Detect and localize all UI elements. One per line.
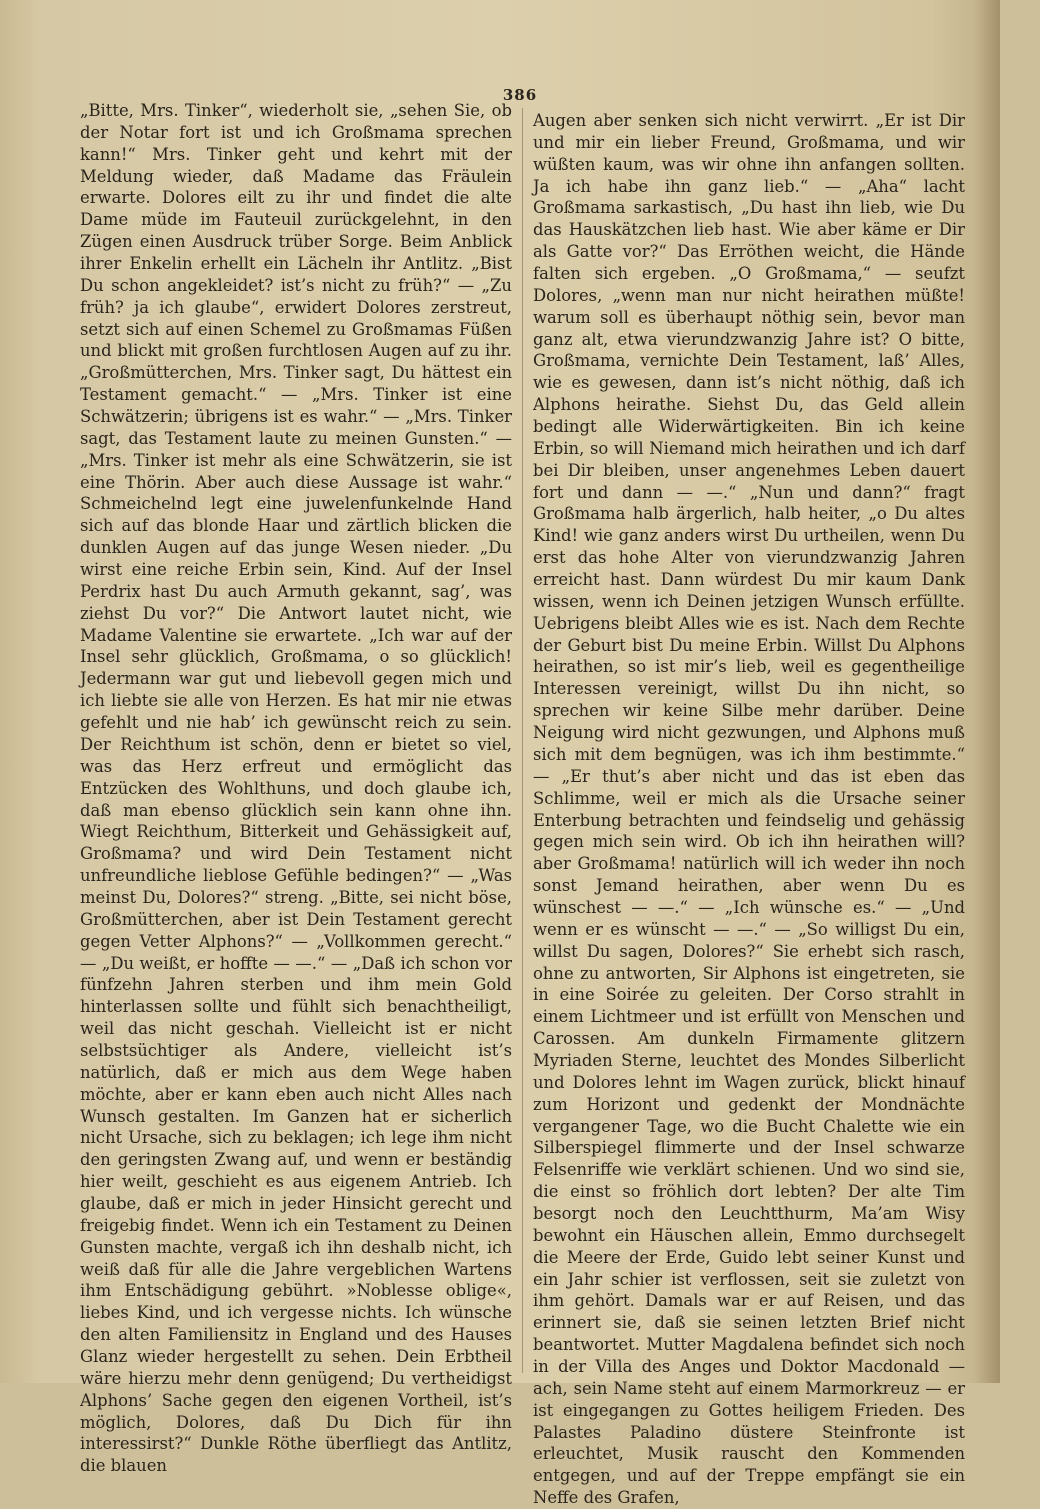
left-column-paragraph: „Bitte, Mrs. Tinker“, wiederholt sie, „sehen Sie, ob der Notar fort ist und ich Großmama sprechen kann!“ Mrs. Tinker geht und kehrt mit der Meldung wieder, daß Madame das Fräulein erwarte. Dolores eilt zu ihr und findet die alte Dame müde im Fauteuil zurückgelehnt, in den Zügen einen Ausdruck trüber Sorge. Beim Anblick ihrer Enkelin erhellt ein Lächeln ihr Antlitz. „Bist Du schon angekleidet? ist’s nicht zu früh?“ — „Zu früh? ja ich glaube“, erwidert Dolores zerstreut, setzt sich auf einen Schemel zu Großmamas Füßen und blickt mit großen furchtlosen Augen auf zu ihr. „Großmütterchen, Mrs. Tinker sagt, Du hättest ein Testament gemacht.“ — „Mrs. Tinker ist eine Schwätzerin; übrigens ist es wahr.“ — „Mrs. Tinker sagt, das Testament laute zu meinen Gunsten.“ — „Mrs. Tinker ist mehr als eine Schwätzerin, sie ist eine Thörin. Aber auch diese Aussage ist wahr.“ Schmeichelnd legt eine juwelenfunkelnde Hand sich auf das blonde Haar und zärtlich blicken die dunklen Augen auf das junge Wesen nieder. „Du wirst eine reiche Erbin sein, Kind. Auf der Insel Perdrix hast Du auch Armuth gekannt, sag’, was ziehst Du vor?“ Die Antwort lautet nicht, wie Madame Valentine sie erwartete. „Ich war auf der Insel sehr glücklich, Großmama, o so glücklich! Jedermann war gut und liebevoll gegen mich und ich liebte sie alle von Herzen. Es hat mir nie etwas gefehlt und nie hab’ ich gewünscht reich zu sein. Der Reichthum ist schön, denn er bietet so viel, was das Herz erfreut und ermöglicht das Entzücken des Wohlthuns, und doch glaube ich, daß man ebenso glücklich sein kann ohne ihn. Wiegt Reichthum, Bitterkeit und Gehässigkeit auf, Großmama? und wird Dein Testament nicht unfreundliche lieblose Gefühle bedingen?“ — „Was meinst Du, Dolores?“ streng. „Bitte, sei nicht böse, Großmütterchen, aber ist Dein Testament gerecht gegen Vetter Alphons?“ — „Vollkommen gerecht.“ — „Du weißt, er hoffte — —.“ — „Daß ich schon vor fünfzehn Jahren sterben und ihm mein Gold hinterlassen sollte und fühlt sich benachtheiligt, weil das nicht geschah. Vielleicht ist er nicht selbstsüchtiger als Andere, vielleicht ist’s natürlich, daß er mich aus dem Wege haben möchte, aber er kann eben auch nicht Alles nach Wunsch gestalten. Im Ganzen hat er sicherlich nicht Ursache, sich zu beklagen; ich lege ihm nicht den geringsten Zwang auf, und wenn er beständig hier weilt, geschieht es aus eigenem Antrieb. Ich glaube, daß er mich in jeder Hinsicht gerecht und freigebig findet. Wenn ich ein Testament zu Deinen Gunsten machte, vergaß ich ihn deshalb nicht, ich weiß daß für alle die Jahre vergeblichen Wartens ihm Entschädigung gebührt. »Noblesse oblige«, liebes Kind, und ich vergesse nichts. Ich wünsche den alten Familiensitz in England und des Hauses Glanz wieder hergestellt zu sehen. Dein Erbtheil wäre hierzu mehr denn genügend; Du vertheidigst Alphons’ Sache gegen den eigenen Vortheil, ist’s möglich, Dolores, daß Du Dich für ihn interessirst?“ Dunkle Röthe überfliegt das Antlitz, die blauen — [80, 101, 512, 1476]
left-text-column — [80, 100, 512, 1477]
page-edge-shadow — [974, 0, 1000, 1383]
right-text-column — [533, 110, 965, 1509]
page-number: 386 — [502, 86, 538, 104]
right-column-paragraph: Augen aber senken sich nicht verwirrt. „Er ist Dir und mir ein lieber Freund, Großmama, und wir wüßten kaum, was wir ohne ihn anfangen sollten. Ja ich habe ihn ganz lieb.“ — „Aha“ lacht Großmama sarkastisch, „Du hast ihn lieb, wie Du das Hauskätzchen lieb hast. Wie aber käme er Dir als Gatte vor?“ Das Erröthen weicht, die Hände falten sich ergeben. „O Großmama,“ — seufzt Dolores, „wenn man nur nicht heirathen müßte! warum soll es überhaupt nöthig sein, bevor man ganz alt, etwa vierundzwanzig Jahre ist? O bitte, Großmama, vernichte Dein Testament, laß’ Alles, wie es gewesen, dann ist’s nicht nöthig, daß ich Alphons heirathe. Siehst Du, das Geld allein bedingt alle Widerwärtigkeiten. Bin ich keine Erbin, so will Niemand mich heirathen und ich darf bei Dir bleiben, unser angenehmes Leben dauert fort und dann — —.“ „Nun und dann?“ fragt Großmama halb ärgerlich, halb heiter, „o Du altes Kind! wie ganz anders wirst Du urtheilen, wenn Du erst das hohe Alter von vierundzwanzig Jahren erreicht hast. Dann würdest Du mir kaum Dank wissen, wenn ich Deinen jetzigen Wunsch erfüllte. Uebrigens bleibt Alles wie es ist. Nach dem Rechte der Geburt bist Du meine Erbin. Willst Du Alphons heirathen, so ist mir’s lieb, weil es gegentheilige Interessen vereinigt, willst Du ihn nicht, so sprechen wir keine Silbe mehr darüber. Deine Neigung wird nicht gezwungen, und Alphons muß sich mit dem begnügen, was ich ihm bestimmte.“ — „Er thut’s aber nicht und das ist eben das Schlimme, weil er mich als die Ursache seiner Enterbung betrachten und feindselig und gehässig gegen mich sein wird. Ob ich ihn heirathen will? aber Großmama! natürlich will ich weder ihn noch sonst Jemand heirathen, aber wenn Du es wünschest — —.“ — „Ich wünsche es.“ — „Und wenn er es wünscht — —.“ — „So willigst Du ein, willst Du sagen, Dolores?“ Sie erhebt sich rasch, ohne zu antworten, Sir Alphons ist eingetreten, sie in eine Soirée zu geleiten. Der Corso strahlt in einem Lichtmeer und ist erfüllt von Menschen und Carossen. Am dunkeln Firmamente glitzern Myriaden Sterne, leuchtet des Mondes Silberlicht und Dolores lehnt im Wagen zurück, blickt hinauf zum Horizont und gedenkt der Mondnächte vergangener Tage, wo die Bucht Chalette wie ein Silberspiegel flimmerte und der Insel schwarze Felsenriffe wie verklärt schienen. Und wo sind sie, die einst so fröhlich dort lebten? Der alte Tim besorgt noch den Leuchtthurm, Ma’am Wisy bewohnt ein Häuschen allein, Emmo durchsegelt die Meere der Erde, Guido lebt seiner Kunst und ein Jahr schier ist verflossen, seit sie zuletzt von ihm gehört. Damals war er auf Reisen, und das erinnert sie, daß sie seinen letzten Brief nicht beantwortet. Mutter Magdalena befindet sich noch in der Villa des Anges und Doktor Macdonald — ach, sein Name steht auf einem Marmorkreuz — er ist eingegangen zu Gottes heiligem Frieden. Des Palastes Paladino düstere Steinfronte ist erleuchtet, Musik rauscht den Kommenden entgegen, und auf der Treppe empfängt sie ein Neffe des Grafen, — [533, 111, 965, 1508]
column-divider — [522, 108, 523, 1373]
